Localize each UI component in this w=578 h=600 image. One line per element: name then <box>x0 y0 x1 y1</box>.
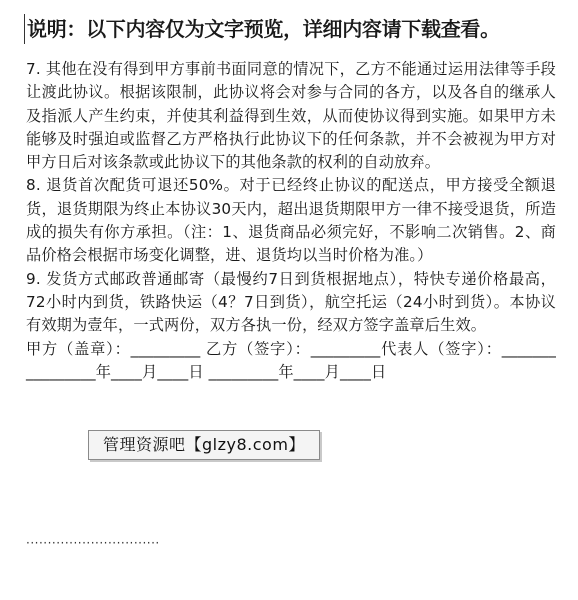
watermark-banner: 管理资源吧【glzy8.com】 <box>88 430 320 460</box>
clause-8: 8. 退货首次配货可退还50%。对于已经终止协议的配送点，甲方接受全额退货，退货期限为终止本协议30天内，超出退货期限甲方一律不接受退货，所造成的损失有你方承担。（注：1、退货商品必须完好，不影响二次销售。2、商品价格会根据市场变化调整，进、退货均以当时价格为准。） <box>26 176 556 265</box>
preview-notice: 说明：以下内容仅为文字预览，详细内容请下载查看。 <box>24 14 500 44</box>
clause-9: 9. 发货方式邮政普通邮寄（最慢约7日到货根据地点），特快专递价格最高，72小时内到货，铁路快运（4？7日到货），航空托运（24小时到货）。本协议有效期为壹年，一式两份，双方各执一份，经双方签字盖章后生效。 <box>26 269 556 335</box>
trailing-dots: ······························· <box>26 536 160 550</box>
clause-7: 7. 其他在没有得到甲方事前书面同意的情况下，乙方不能通过运用法律等手段让渡此协议。根据该限制，此协议将会对参与合同的各方，以及各自的继承人及指派人产生约束，并使其利益得到生效，从而使协议得到实施。如果甲方未能够及时强迫或监督乙方严格执行此协议下的任何条款，并不会被视为甲方对甲方日后对该条款或此协议下的其他条款的权利的自动放弃。 <box>26 60 556 172</box>
document-body <box>26 58 556 384</box>
signature-block: 甲方（盖章）：_________ 乙方（签字）：_________代表人（签字）：_______ _________年____月____日 _________年____月____日 <box>26 339 556 381</box>
